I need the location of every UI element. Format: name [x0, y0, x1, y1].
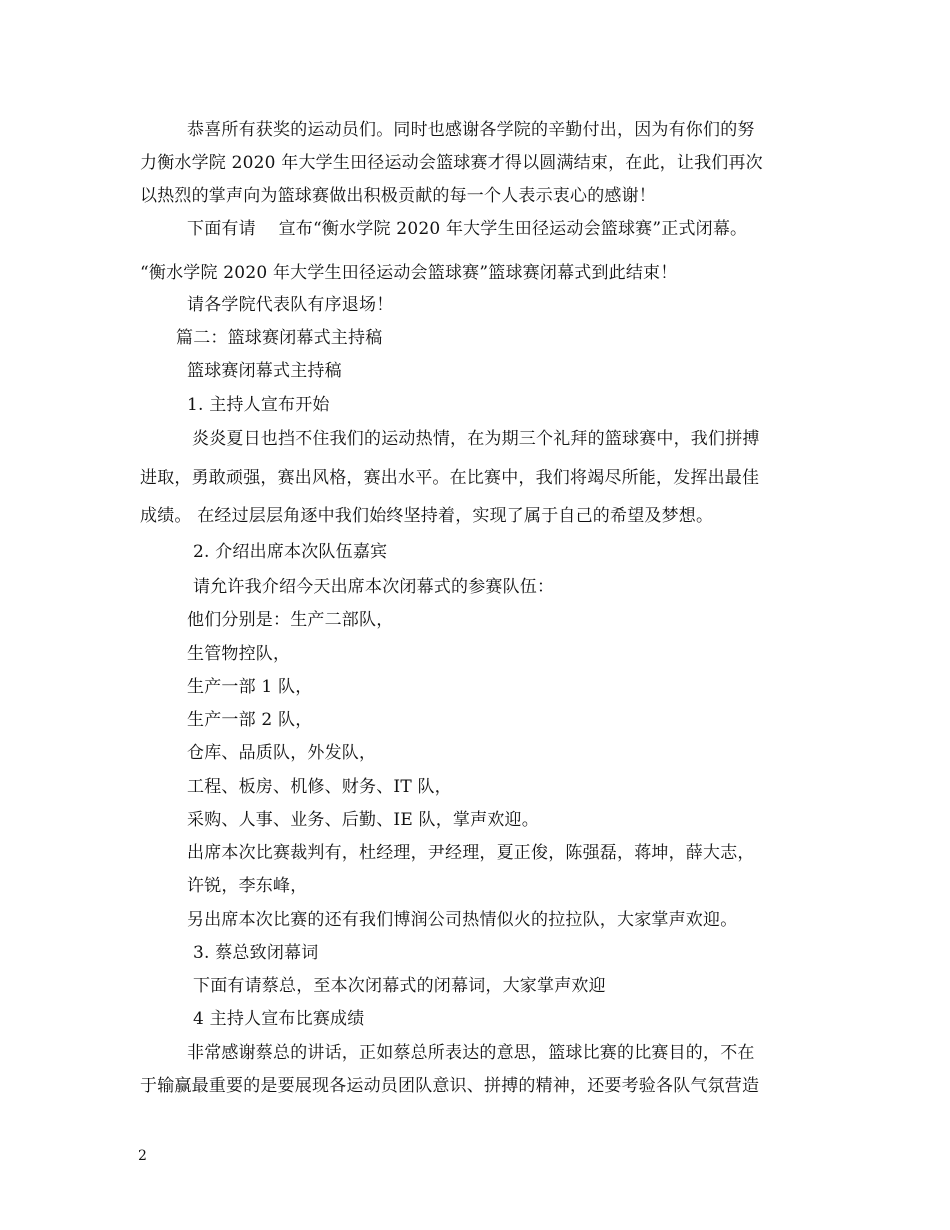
subheading-1: 1. 主持人宣布开始 [187, 395, 330, 415]
text-line-22: 出席本次比赛裁判有，杜经理，尹经理，夏正俊，陈强磊，蒋坤，薛大志， [187, 843, 755, 863]
text-line-11: 进取，勇敢顽强，赛出风格，赛出水平。在比赛中，我们将竭尽所能，发挥出最佳 [140, 468, 760, 488]
text-line-29: 于输赢最重要的是要展现各运动员团队意识、拼搏的精神，还要考验各队气氛营造 [140, 1076, 760, 1096]
text-line-16: 生管物控队， [187, 644, 291, 664]
text-line-3: 以热烈的掌声向为篮球赛做出积极贡献的每一个人表示衷心的感谢！ [140, 186, 656, 206]
text-line-18: 生产一部 2 队， [187, 710, 313, 730]
subheading-4: 4 主持人宣布比赛成绩 [193, 1009, 365, 1029]
text-line-19: 仓库、品质队，外发队， [187, 743, 377, 763]
text-line-20: 工程、板房、机修、财务、IT 队， [187, 777, 452, 797]
page-number: 2 [138, 1148, 147, 1164]
text-line-26: 下面有请蔡总，至本次闭幕式的闭幕词，大家掌声欢迎 [193, 976, 606, 996]
text-line-2: 力衡水学院 2020 年大学生田径运动会篮球赛才得以圆满结束，在此，让我们再次 [140, 153, 763, 173]
text-line-23: 许锐，李东峰， [187, 876, 308, 896]
text-line-10: 炎炎夏日也挡不住我们的运动热情，在为期三个礼拜的篮球赛中，我们拼搏 [192, 429, 760, 449]
text-line-5: “衡水学院 2020 年大学生田径运动会篮球赛”篮球赛闭幕式到此结束！ [140, 263, 678, 283]
text-line-24: 另出席本次比赛的还有我们博润公司热情似火的拉拉队，大家掌声欢迎。 [187, 910, 738, 930]
section-heading-part-two: 篇二：篮球赛闭幕式主持稿 [176, 328, 383, 348]
text-line-21: 采购、人事、业务、后勤、IE 队，掌声欢迎。 [187, 810, 539, 830]
text-line-14: 请允许我介绍今天出席本次闭幕式的参赛队伍： [193, 577, 555, 597]
text-line-28: 非常感谢蔡总的讲话，正如蔡总所表达的意思，篮球比赛的比赛目的，不在 [187, 1043, 755, 1063]
text-line-17: 生产一部 1 队， [187, 677, 313, 697]
text-line-1: 恭喜所有获奖的运动员们。同时也感谢各学院的辛勤付出，因为有你们的努 [187, 120, 755, 140]
subheading-2: 2. 介绍出席本次队伍嘉宾 [193, 542, 388, 562]
subheading-3: 3. 蔡总致闭幕词 [193, 943, 319, 963]
text-line-12: 成绩。 在经过层层角逐中我们始终坚持着，实现了属于自己的希望及梦想。 [140, 506, 714, 526]
text-line-15: 他们分别是：生产二部队， [187, 610, 394, 630]
text-line-4: 下面有请 宣布“衡水学院 2020 年大学生田径运动会篮球赛”正式闭幕。 [187, 219, 748, 239]
section-title: 篮球赛闭幕式主持稿 [187, 361, 342, 381]
text-line-6: 请各学院代表队有序退场！ [187, 295, 394, 315]
